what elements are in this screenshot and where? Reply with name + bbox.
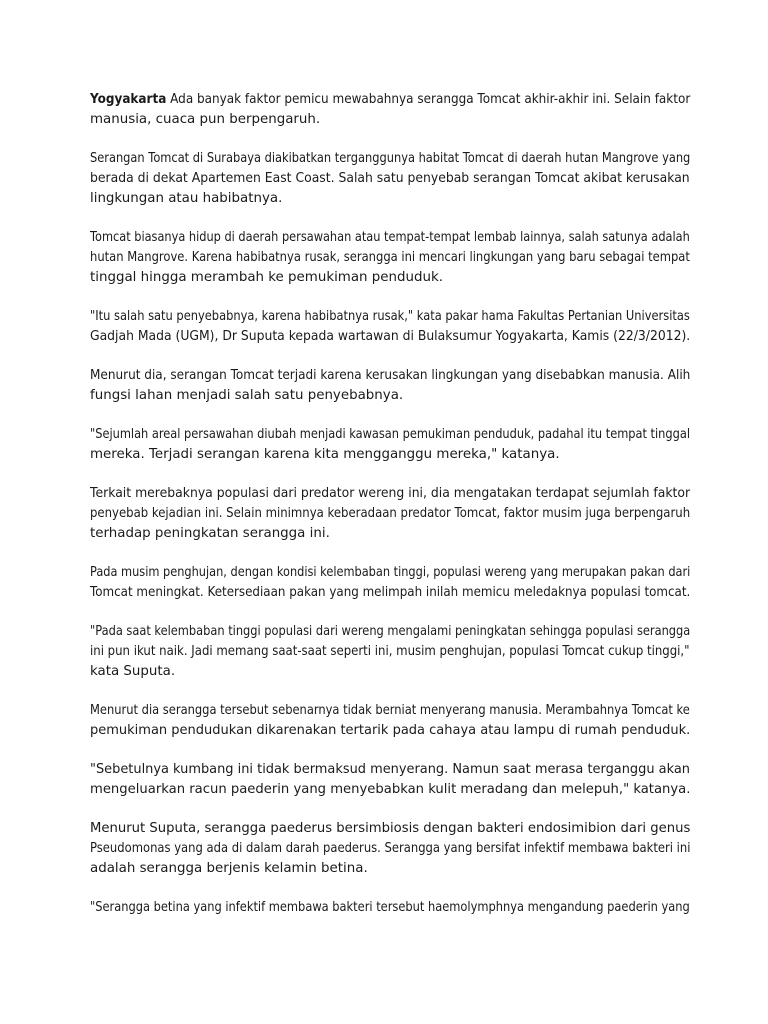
paragraph-7 xyxy=(90,484,690,544)
paragraph-line: "Sebetulnya kumbang ini tidak bermaksud menyerang. Namun saat merasa terganggu akan xyxy=(90,762,690,777)
paragraph-line: hutan Mangrove. Karena habibatnya rusak, serangga ini mencari lingkungan yang baru sebagai tempat xyxy=(90,250,690,265)
paragraph-line: mereka. Terjadi serangan karena kita mengganggu mereka," katanya. xyxy=(90,447,560,462)
paragraph-10 xyxy=(90,701,690,741)
paragraph-1 xyxy=(90,90,690,130)
paragraph-line: tinggal hingga merambah ke pemukiman penduduk. xyxy=(90,270,444,285)
paragraph-2 xyxy=(90,149,690,209)
paragraph-5 xyxy=(90,366,690,406)
paragraph-line: Menurut dia serangga tersebut sebenarnya tidak berniat menyerang manusia. Merambahnya Tomcat ke xyxy=(90,703,690,718)
paragraph-line: kata Suputa. xyxy=(90,664,176,679)
paragraph-line: "Serangga betina yang infektif membawa bakteri tersebut haemolymphnya mengandung paederin yang xyxy=(90,900,690,915)
paragraph-12 xyxy=(90,819,690,879)
paragraph-line: "Sejumlah areal persawahan diubah menjadi kawasan pemukiman penduduk, padahal itu tempat tinggal xyxy=(90,427,690,442)
paragraph-line: berada di dekat Apartemen East Coast. Salah satu penyebab serangan Tomcat akibat kerusakan xyxy=(90,171,690,186)
paragraph-line: Pseudomonas yang ada di dalam darah paederus. Serangga yang bersifat infektif membawa bakteri ini xyxy=(90,841,691,856)
paragraph-line: Gadjah Mada (UGM), Dr Suputa kepada wartawan di Bulaksumur Yogyakarta, Kamis (22/3/2012). xyxy=(90,329,691,344)
paragraph-6 xyxy=(90,425,690,465)
paragraph-line: Serangan Tomcat di Surabaya diakibatkan terganggunya habitat Tomcat di daerah hutan Mangrove yang xyxy=(90,151,691,166)
paragraph-line: "Itu salah satu penyebabnya, karena habibatnya rusak," kata pakar hama Fakultas Pertanian Universitas xyxy=(90,309,690,324)
paragraph-line: fungsi lahan menjadi salah satu penyebabnya. xyxy=(90,388,404,403)
paragraph-8 xyxy=(90,563,690,603)
paragraph-9 xyxy=(90,622,690,682)
paragraph-line: pemukiman pendudukan dikarenakan tertarik pada cahaya atau lampu di rumah penduduk. xyxy=(90,723,691,738)
paragraph-line: Menurut Suputa, serangga paederus bersimbiosis dengan bakteri endosimibion dari genus xyxy=(90,821,691,836)
paragraph-line: Tomcat meningkat. Ketersediaan pakan yang melimpah inilah memicu meledaknya populasi tomcat. xyxy=(90,585,691,600)
paragraph-4 xyxy=(90,307,690,347)
paragraph-line: Terkait merebaknya populasi dari predator wereng ini, dia mengatakan terdapat sejumlah faktor xyxy=(90,486,691,501)
paragraph-line: lingkungan atau habibatnya. xyxy=(90,191,283,206)
paragraph-13 xyxy=(90,898,690,918)
paragraph-line: ini pun ikut naik. Jadi memang saat-saat seperti ini, musim penghujan, populasi Tomcat cukup tinggi," xyxy=(90,644,690,659)
paragraph-line: Pada musim penghujan, dengan kondisi kelembaban tinggi, populasi wereng yang merupakan pakan dari xyxy=(90,565,691,580)
paragraph-line: adalah serangga berjenis kelamin betina. xyxy=(90,861,368,876)
paragraph-3 xyxy=(90,228,690,288)
paragraph-line: Menurut dia, serangan Tomcat terjadi karena kerusakan lingkungan yang disebabkan manusia. Alih xyxy=(90,368,691,383)
dateline: Yogyakarta xyxy=(90,92,167,107)
paragraph-line xyxy=(90,90,691,110)
paragraph-line: manusia, cuaca pun berpengaruh. xyxy=(90,112,321,127)
paragraph-line: Tomcat biasanya hidup di daerah persawahan atau tempat-tempat lembab lainnya, salah satunya adalah xyxy=(90,230,690,245)
paragraph-line: mengeluarkan racun paederin yang menyebabkan kulit meradang dan melepuh," katanya. xyxy=(90,782,691,797)
paragraph-line: "Pada saat kelembaban tinggi populasi dari wereng mengalami peningkatan sehingga populasi serangga xyxy=(90,624,691,639)
article-body xyxy=(90,90,690,937)
paragraph-text: Ada banyak faktor pemicu mewabahnya serangga Tomcat akhir-akhir ini. Selain faktor xyxy=(166,92,691,107)
paragraph-11 xyxy=(90,760,690,800)
paragraph-line: terhadap peningkatan serangga ini. xyxy=(90,526,330,541)
paragraph-line: penyebab kejadian ini. Selain minimnya keberadaan predator Tomcat, faktor musim juga berpengaruh xyxy=(90,506,691,521)
